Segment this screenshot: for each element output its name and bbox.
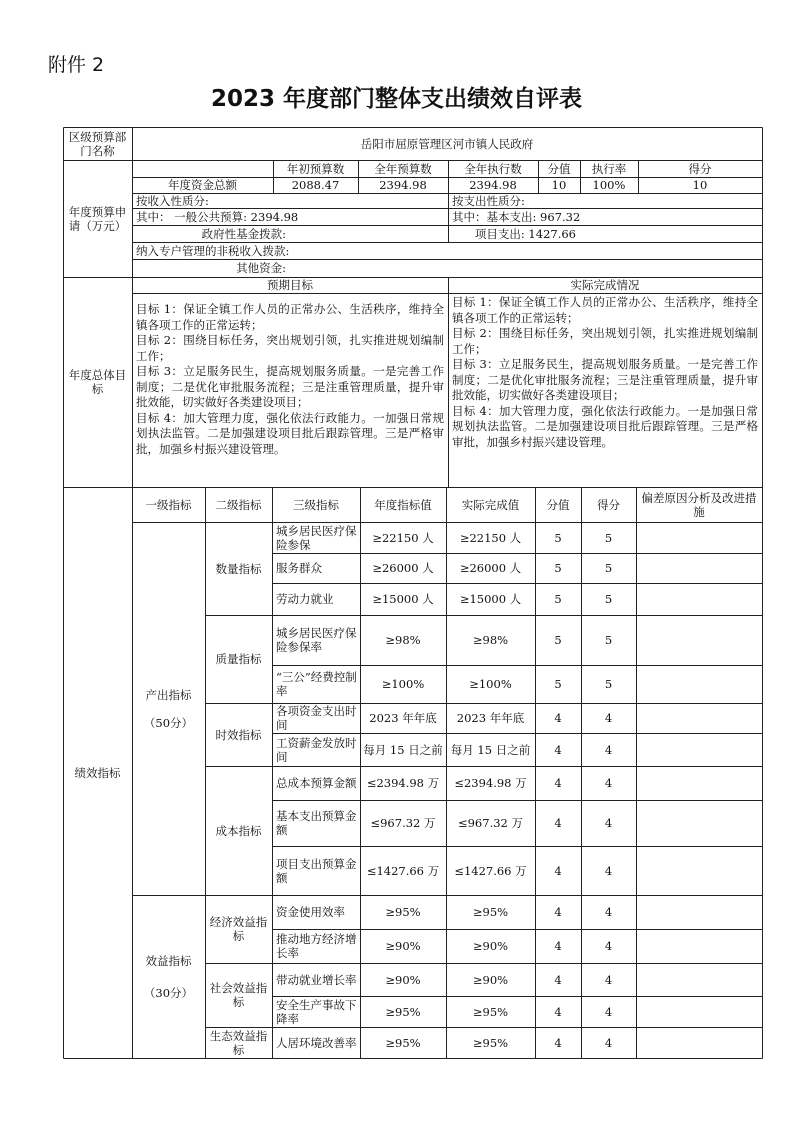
- target-value: ≥100%: [381, 677, 425, 691]
- score-value: 4: [554, 863, 562, 878]
- target-value: ≥98%: [385, 633, 421, 647]
- income-nature-label: 按收入性质分:: [136, 193, 209, 208]
- level2-indicator: 时效指标: [215, 727, 262, 742]
- benefit-label: 效益指标: [145, 953, 192, 968]
- level3-indicator: 带动就业增长率: [276, 972, 357, 987]
- other-funds: 其他资金:: [236, 261, 286, 275]
- got-value: 4: [604, 1035, 613, 1050]
- got-value: 4: [604, 972, 613, 987]
- score-value: 5: [554, 530, 562, 545]
- goals-section-label: 年度总体目标: [68, 368, 127, 396]
- got-value: 5: [604, 677, 613, 691]
- got-value: 4: [604, 863, 613, 878]
- level3-indicator: 人居环境改善率: [276, 1035, 357, 1050]
- expense-nature-label: 按支出性质分:: [452, 193, 525, 208]
- general-budget: 其中： 一般公共预算: 2394.98: [136, 209, 299, 224]
- gov-fund: 政府性基金拨款:: [201, 226, 286, 241]
- budget-col-header: 分值: [547, 161, 571, 176]
- level2-indicator: 数量指标: [215, 561, 262, 576]
- actual-value: ≥90%: [472, 972, 509, 987]
- actual-value: ≥90%: [472, 939, 509, 953]
- level3-indicator: 城乡居民医疗保险参保率: [276, 626, 357, 654]
- score-value: 4: [554, 939, 562, 953]
- target-value: ≥15000 人: [372, 592, 434, 606]
- total-value: 2394.98: [469, 178, 517, 192]
- level3-indicator: 基本支出预算金额: [276, 809, 357, 837]
- page-title: 2023 年度部门整体支出绩效自评表: [210, 86, 583, 112]
- target-value: ≤1427.66 万: [366, 863, 440, 878]
- got-value: 4: [604, 742, 613, 757]
- level3-indicator: “三公”经费控制率: [276, 670, 357, 698]
- target-value: ≥90%: [385, 972, 421, 987]
- score-value: 4: [554, 905, 562, 919]
- got-value: 5: [604, 530, 613, 545]
- got-value: 4: [604, 905, 613, 919]
- level2-indicator: 经济效益指标: [209, 915, 268, 943]
- total-value: 2088.47: [291, 178, 340, 192]
- perf-header: 二级指标: [215, 497, 262, 512]
- target-value: ≥95%: [385, 905, 421, 919]
- level3-indicator: 推动地方经济增长率: [276, 932, 357, 960]
- actual-goals-text: 目标 1：保证全镇工作人员的正常办公、生活秩序，维持全镇各项工作的正常运转； 目标 2：围绕目标任务，突出规划引领，扎实推进规划编制工作； 目标 3：立足服务民生，提高规划服务质量。一是完善工作制度；二是优化审批服务流程；三是注重管理质量，提升审批效能，切实做好各类建设项目； 目标 4：加大管理力度，强化依法行政能力。一是加强日常规划执法监管。二是加强建设项目批后跟踪管理。三是严格审批，加强乡村振兴建设管理。: [452, 295, 758, 449]
- perf-header: 三级指标: [293, 497, 339, 512]
- score-value: 4: [554, 742, 562, 757]
- expected-header: 预期目标: [267, 278, 313, 292]
- actual-value: ≥95%: [472, 1004, 509, 1019]
- target-value: ≤967.32 万: [370, 816, 436, 830]
- score-value: 5: [554, 677, 562, 691]
- output-points: （50分）: [143, 715, 194, 730]
- actual-value: ≥15000 人: [459, 592, 522, 606]
- actual-value: ≤2394.98 万: [454, 776, 527, 790]
- score-value: 4: [554, 816, 562, 830]
- got-value: 5: [604, 561, 613, 575]
- expected-goals-text: 目标 1：保证全镇工作人员的正常办公、生活秩序，维持全镇各项工作的正常运转； 目标 2：围绕目标任务，突出规划引领，扎实推进规划编制工作； 目标 3：立足服务民生，提高规划服务质量。一是完善工作制度；二是优化审批服务流程；三是注重管理质量，提升审批效能，切实做好各类建设项目； 目标 4：加大管理力度，强化依法行政能力。一加强日常规划执法监管。二是加强建设项目批后跟踪管理。三是严格审批，加强乡村振兴建设管理。: [136, 302, 444, 456]
- budget-col-header: 全年预算数: [374, 161, 432, 176]
- project-expense: 项目支出: 1427.66: [474, 226, 576, 241]
- target-value: ≤2394.98 万: [366, 776, 440, 790]
- score-value: 5: [554, 633, 562, 647]
- got-value: 4: [604, 816, 613, 830]
- score-value: 5: [554, 592, 562, 606]
- budget-col-header: 得分: [688, 161, 712, 176]
- actual-value: ≥98%: [472, 633, 509, 647]
- total-value: 100%: [592, 178, 626, 192]
- perf-header: 偏差原因分析及改进措施: [641, 490, 757, 519]
- output-label: 产出指标: [145, 687, 192, 702]
- actual-value: ≥95%: [472, 905, 509, 919]
- output-indicator: [132, 522, 205, 895]
- total-value: 10: [692, 178, 708, 192]
- got-value: 5: [604, 592, 613, 606]
- target-value: ≥26000 人: [372, 561, 434, 575]
- actual-header: 实际完成情况: [570, 278, 640, 292]
- score-value: 4: [554, 1004, 562, 1019]
- target-value: 2023 年年底: [369, 711, 437, 725]
- level3-indicator: 工资薪金发放时间: [276, 735, 357, 764]
- perf-header: 得分: [597, 497, 620, 512]
- got-value: 4: [604, 1004, 613, 1019]
- level3-indicator: 总成本预算金额: [276, 776, 357, 790]
- got-value: 4: [604, 711, 613, 725]
- level3-indicator: 资金使用效率: [276, 905, 345, 919]
- got-value: 5: [604, 633, 613, 647]
- perf-header: 一级指标: [145, 497, 192, 512]
- level3-indicator: 各项资金支出时间: [276, 704, 357, 732]
- actual-value: ≥100%: [469, 677, 512, 691]
- target-value: ≥22150 人: [372, 530, 434, 545]
- level3-indicator: 城乡居民医疗保险参保: [276, 523, 357, 552]
- level2-indicator: 质量指标: [215, 652, 262, 666]
- dept-name: 岳阳市屈原管理区河市镇人民政府: [360, 136, 534, 151]
- benefit-points: （30分）: [143, 985, 194, 1000]
- score-value: 5: [554, 561, 562, 575]
- target-value: ≥95%: [385, 1035, 421, 1050]
- level3-indicator: 劳动力就业: [276, 592, 334, 606]
- perf-header: 年度指标值: [374, 497, 432, 512]
- level3-indicator: 服务群众: [276, 561, 322, 575]
- actual-value: ≥22150 人: [459, 530, 522, 545]
- perf-section-label: 绩效指标: [74, 765, 121, 780]
- dept-label: 区级预算部门名称: [68, 129, 127, 158]
- attachment-label: 附件 2: [48, 54, 105, 76]
- level2-indicator: 生态效益指标: [209, 1028, 268, 1057]
- target-value: 每月 15 日之前: [363, 742, 443, 757]
- perf-header: 分值: [546, 497, 570, 512]
- actual-value: 每月 15 日之前: [450, 742, 531, 757]
- level3-indicator: 项目支出预算金额: [276, 856, 357, 885]
- perf-header: 实际完成值: [461, 497, 520, 512]
- total-label: 年度资金总额: [168, 178, 237, 192]
- budget-col-header: 年初预算数: [286, 161, 345, 176]
- total-value: 10: [551, 178, 567, 192]
- actual-value: ≥26000 人: [459, 561, 522, 575]
- budget-col-header: 全年执行数: [464, 161, 522, 176]
- got-value: 4: [604, 939, 613, 953]
- score-value: 4: [554, 972, 562, 987]
- target-value: ≥95%: [385, 1004, 421, 1019]
- actual-value: 2023 年年底: [456, 711, 525, 725]
- target-value: ≥90%: [385, 939, 421, 953]
- nontax-funds: 纳入专户管理的非税收入拨款:: [136, 243, 290, 258]
- score-value: 4: [554, 776, 562, 790]
- benefit-indicator: [132, 895, 205, 1058]
- budget-section-label: 年度预算申请（万元）: [68, 204, 127, 233]
- basic-expense: 其中：基本支出: 967.32: [452, 209, 581, 224]
- score-value: 4: [554, 1035, 562, 1050]
- score-value: 4: [554, 711, 562, 725]
- got-value: 4: [604, 776, 613, 790]
- actual-value: ≤1427.66 万: [454, 863, 527, 878]
- level3-indicator: 安全生产事故下降率: [276, 997, 357, 1026]
- actual-value: ≥95%: [472, 1035, 509, 1050]
- budget-col-header: 执行率: [591, 161, 627, 176]
- total-value: 2394.98: [379, 178, 427, 192]
- level2-indicator: 社会效益指标: [209, 981, 268, 1009]
- actual-value: ≤967.32 万: [457, 816, 524, 830]
- level2-indicator: 成本指标: [215, 823, 262, 838]
